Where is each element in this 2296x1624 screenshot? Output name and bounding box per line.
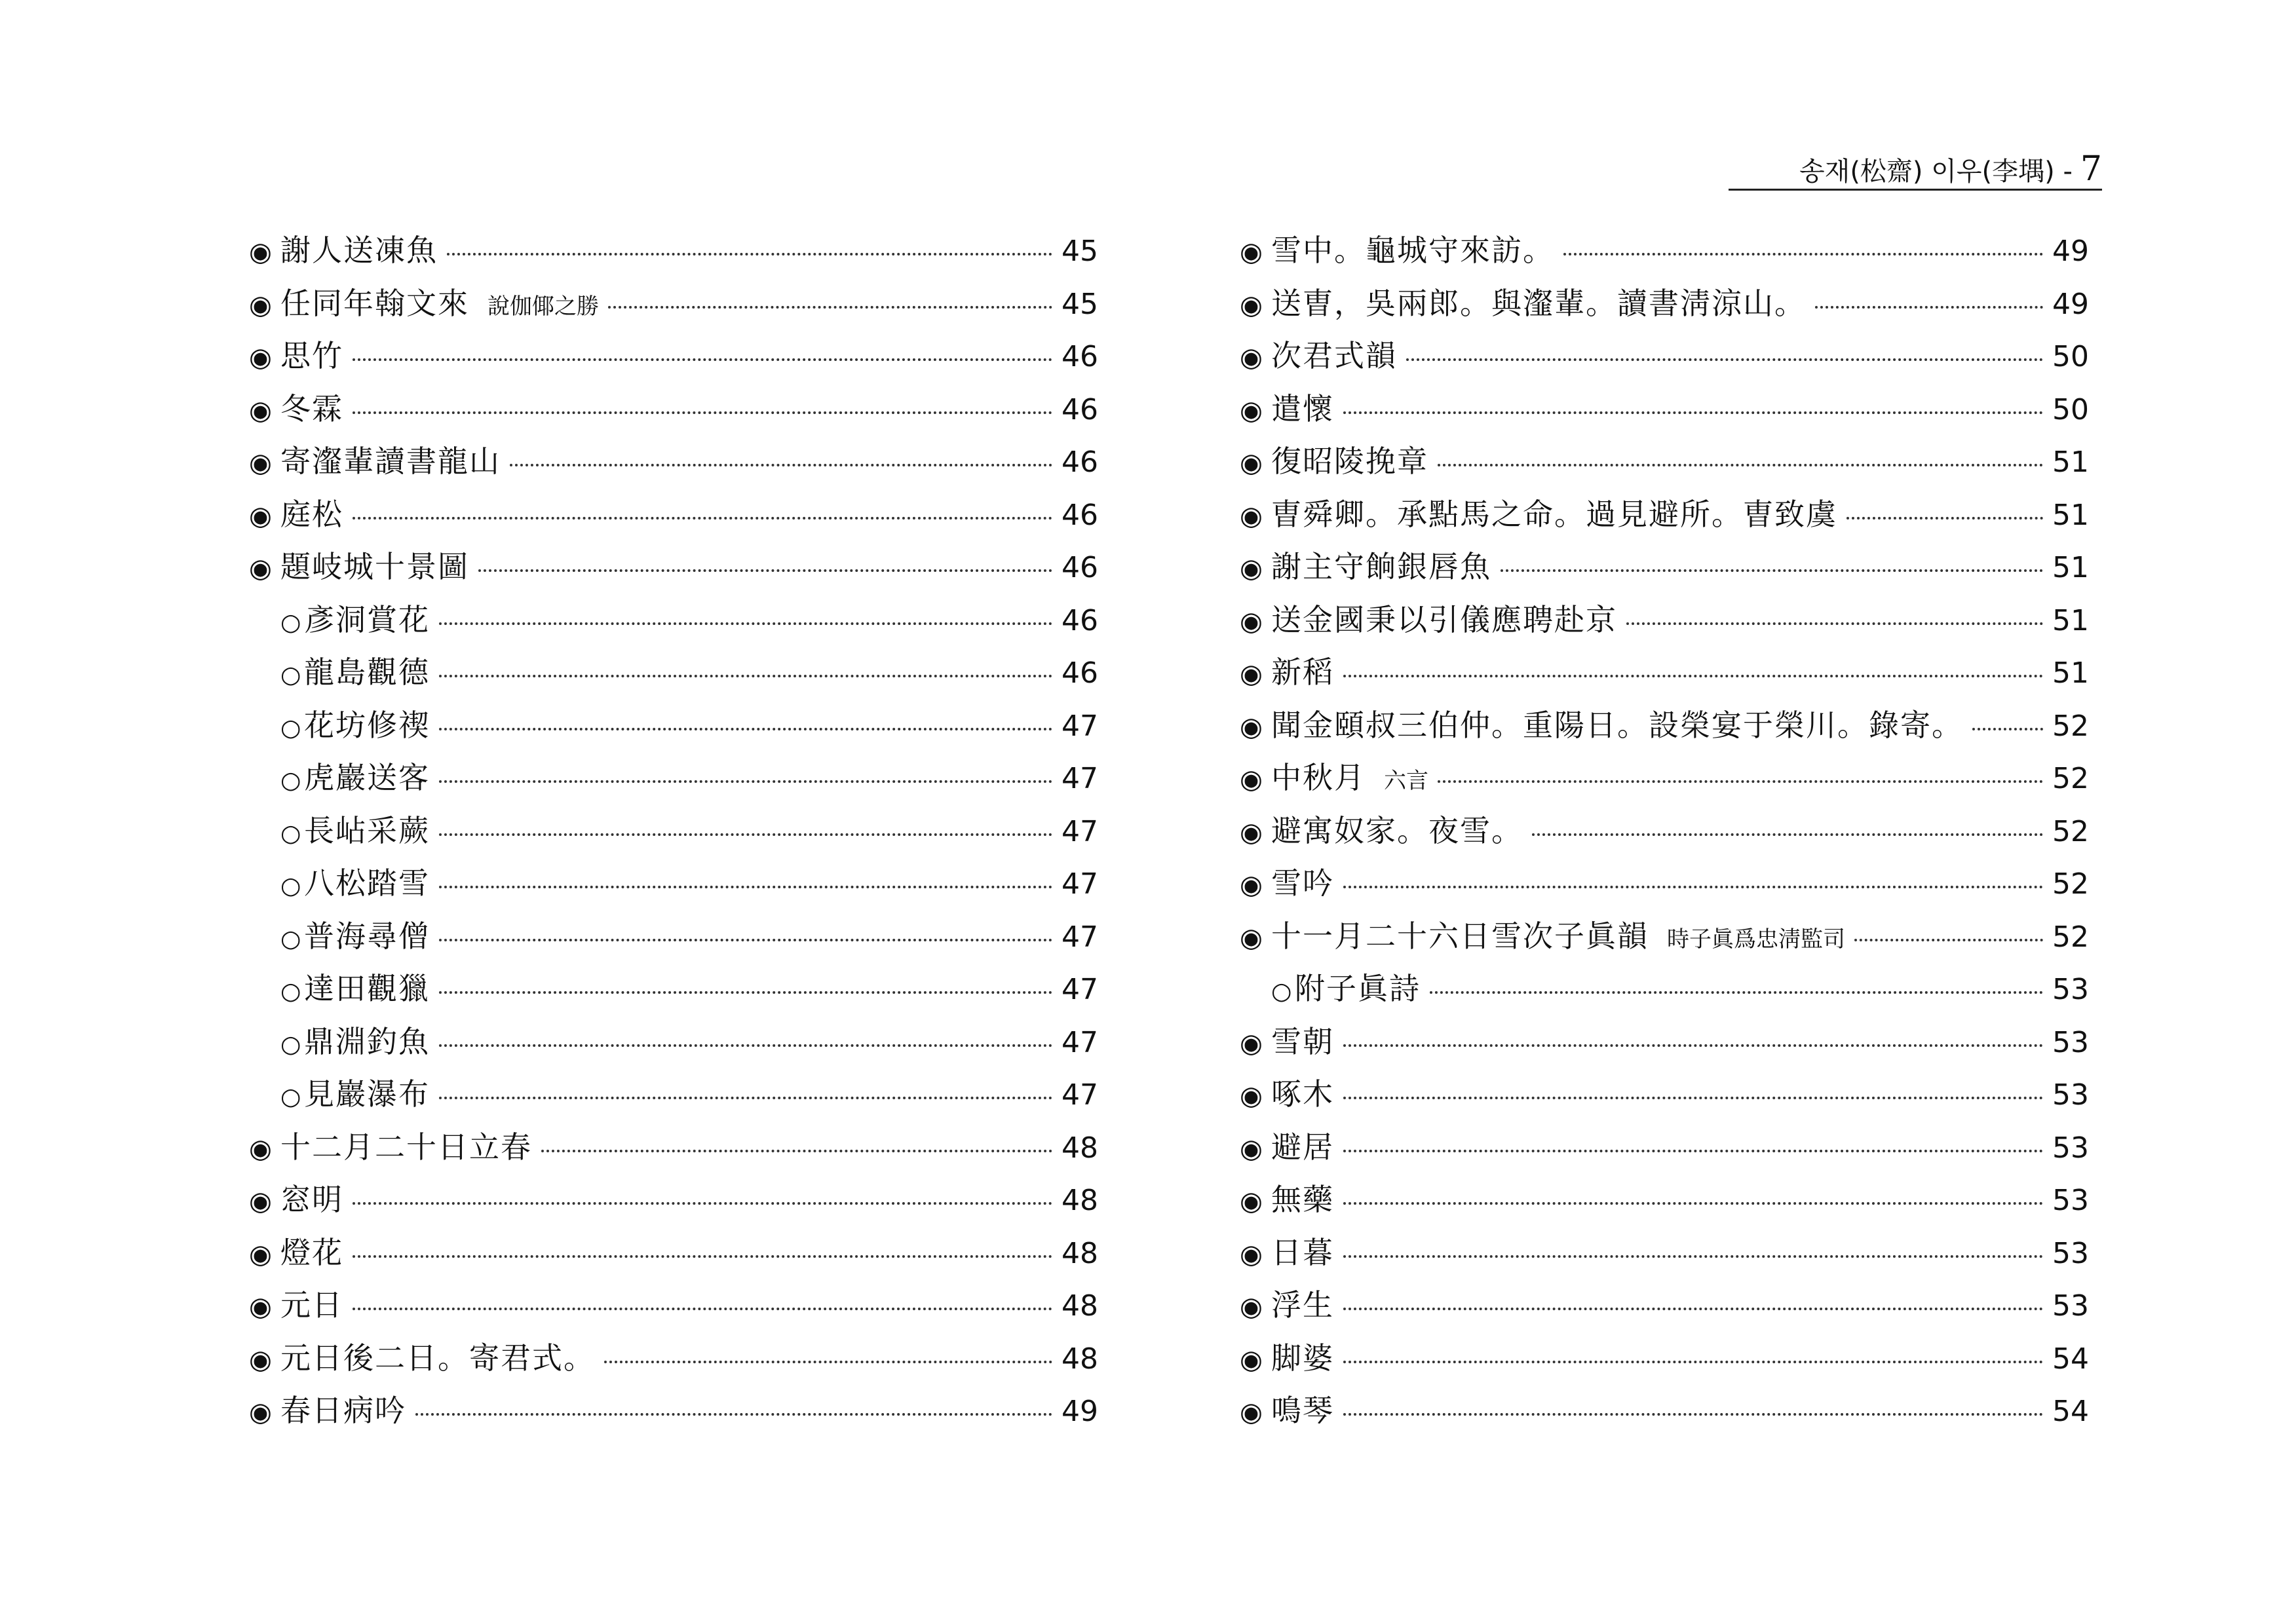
entry-page-number: 47 xyxy=(1062,1025,1098,1059)
bullseye-icon: ◉ xyxy=(1240,922,1263,953)
entry-note: 六言 xyxy=(1384,768,1428,794)
dot-leader xyxy=(1343,1097,2043,1099)
hollow-circle-icon: ○ xyxy=(280,978,301,1005)
entry-title: 避居 xyxy=(1271,1129,1334,1165)
toc-entry xyxy=(1240,594,2089,647)
hollow-circle-icon: ○ xyxy=(280,925,301,953)
entry-title: 鳴琴 xyxy=(1271,1393,1334,1428)
entry-title: 中秋月 xyxy=(1271,760,1366,795)
entry-page-number: 47 xyxy=(1062,973,1098,1006)
toc-entry xyxy=(1240,1332,2089,1385)
bullseye-icon: ◉ xyxy=(1240,237,1263,267)
entry-title: 雪中。龜城守來訪。 xyxy=(1271,233,1554,268)
entry-page-number: 47 xyxy=(1062,709,1098,743)
entry-title: 雪吟 xyxy=(1271,865,1334,901)
dot-leader xyxy=(353,1202,1052,1205)
entry-title: 見巖瀑布 xyxy=(304,1076,430,1112)
toc-entry xyxy=(1240,910,2089,963)
toc-subentry xyxy=(249,594,1098,647)
entry-title: 十一月二十六日雪次子眞韻 xyxy=(1271,918,1649,954)
dot-leader xyxy=(1532,833,2043,836)
entry-title: 啄木 xyxy=(1271,1076,1334,1112)
dot-leader xyxy=(1563,253,2043,255)
entry-page-number: 51 xyxy=(2052,656,2089,690)
toc-subentry xyxy=(249,857,1098,910)
entry-page-number: 48 xyxy=(1062,1342,1098,1376)
bullseye-icon: ◉ xyxy=(1240,765,1263,795)
entry-page-number: 52 xyxy=(2052,920,2089,954)
entry-page-number: 52 xyxy=(2052,867,2089,901)
entry-page-number: 50 xyxy=(2052,392,2089,426)
entry-title: 彥洞賞花 xyxy=(304,601,430,637)
hollow-circle-icon: ○ xyxy=(280,767,301,794)
dot-leader xyxy=(1343,886,2043,888)
bullseye-icon: ◉ xyxy=(249,1344,272,1375)
dot-leader xyxy=(608,306,1052,309)
toc-entry xyxy=(1240,224,2089,277)
entry-page-number: 48 xyxy=(1062,1184,1098,1217)
bullseye-icon: ◉ xyxy=(249,1133,272,1164)
dot-leader xyxy=(439,780,1052,783)
bullseye-icon: ◉ xyxy=(249,1397,272,1427)
entry-title: 元日後二日。寄君式。 xyxy=(280,1340,595,1376)
dot-leader xyxy=(447,253,1052,255)
bullseye-icon: ◉ xyxy=(1240,870,1263,900)
entry-page-number: 54 xyxy=(2052,1395,2089,1428)
toc-subentry xyxy=(249,751,1098,804)
dot-leader xyxy=(439,1097,1052,1099)
dot-leader xyxy=(439,939,1052,941)
bullseye-icon: ◉ xyxy=(1240,554,1263,584)
toc-entry xyxy=(1240,1226,2089,1279)
bullseye-icon: ◉ xyxy=(1240,606,1263,637)
bullseye-icon: ◉ xyxy=(249,1186,272,1217)
entry-title: 題岐城十景圖 xyxy=(280,549,469,584)
dot-leader xyxy=(439,1044,1052,1047)
bullseye-icon: ◉ xyxy=(249,343,272,373)
toc-entry xyxy=(1240,646,2089,699)
entry-title: 新稻 xyxy=(1271,654,1334,690)
hollow-circle-icon: ○ xyxy=(280,714,301,742)
bullseye-icon: ◉ xyxy=(249,290,272,320)
entry-page-number: 45 xyxy=(1062,235,1098,268)
entry-title: 長岾采蕨 xyxy=(304,812,430,848)
bullseye-icon: ◉ xyxy=(249,1239,272,1270)
toc-entry xyxy=(1240,857,2089,910)
entry-page-number: 45 xyxy=(1062,287,1098,321)
entry-title: 送金國秉以引儀應聘赴京 xyxy=(1271,601,1617,637)
entry-page-number: 53 xyxy=(2052,1025,2089,1059)
bullseye-icon: ◉ xyxy=(1240,1133,1263,1164)
bullseye-icon: ◉ xyxy=(249,500,272,531)
entry-title: 浮生 xyxy=(1271,1287,1334,1323)
entry-title: 窓明 xyxy=(280,1182,343,1217)
entry-title: 冬霖 xyxy=(280,390,343,426)
dot-leader xyxy=(510,464,1052,466)
dot-leader xyxy=(1438,464,2043,466)
entry-title: 曺舜卿。承點馬之命。過見避所。曺致虞 xyxy=(1271,496,1837,532)
entry-title: 十二月二十日立春 xyxy=(280,1129,532,1165)
entry-note: 說伽倻之勝 xyxy=(488,293,599,320)
entry-page-number: 47 xyxy=(1062,1078,1098,1112)
entry-title: 謝人送凍魚 xyxy=(280,233,438,268)
entry-page-number: 47 xyxy=(1062,867,1098,901)
toc-entry xyxy=(1240,751,2089,804)
dot-leader xyxy=(1501,569,2043,572)
entry-page-number: 50 xyxy=(2052,340,2089,373)
toc-entry xyxy=(1240,383,2089,436)
dot-leader xyxy=(478,569,1052,572)
toc-subentry xyxy=(1240,962,2089,1015)
toc-entry xyxy=(249,540,1098,594)
toc-entry xyxy=(1240,435,2089,488)
entry-title: 燈花 xyxy=(280,1234,343,1270)
toc-entry xyxy=(1240,488,2089,541)
entry-title: 八松踏雪 xyxy=(304,865,430,901)
entry-page-number: 46 xyxy=(1062,551,1098,584)
dot-leader xyxy=(1430,991,2043,994)
entry-title: 春日病吟 xyxy=(280,1393,406,1428)
toc-entry xyxy=(249,488,1098,541)
toc-entry xyxy=(249,435,1098,488)
toc-entry xyxy=(249,1279,1098,1332)
entry-title: 復昭陵挽章 xyxy=(1271,444,1428,479)
dot-leader xyxy=(1854,939,2043,941)
entry-page-number: 46 xyxy=(1062,392,1098,426)
dot-leader xyxy=(1406,358,2043,361)
entry-page-number: 49 xyxy=(2052,287,2089,321)
entry-title: 聞金頤叔三伯仲。重陽日。設榮宴于榮川。錄寄。 xyxy=(1271,707,1963,743)
entry-page-number: 51 xyxy=(2052,498,2089,532)
toc-subentry xyxy=(249,646,1098,699)
dot-leader xyxy=(541,1150,1052,1152)
entry-page-number: 53 xyxy=(2052,1184,2089,1217)
dot-leader xyxy=(439,833,1052,836)
toc-entry xyxy=(1240,540,2089,594)
dot-leader xyxy=(353,517,1052,519)
dot-leader xyxy=(439,886,1052,888)
entry-page-number: 53 xyxy=(2052,1131,2089,1165)
dot-leader xyxy=(1343,1150,2043,1152)
dot-leader xyxy=(1815,306,2043,309)
entry-note: 時子眞爲忠淸監司 xyxy=(1667,926,1845,953)
entry-page-number: 52 xyxy=(2052,762,2089,795)
dot-leader xyxy=(1972,728,2043,730)
hollow-circle-icon: ○ xyxy=(280,662,301,689)
running-header xyxy=(1799,149,2102,191)
toc-entry xyxy=(1240,277,2089,330)
dot-leader xyxy=(1438,780,2043,783)
entry-title: 附子眞詩 xyxy=(1295,971,1421,1006)
entry-title: 思竹 xyxy=(280,338,343,373)
entry-page-number: 47 xyxy=(1062,920,1098,954)
entry-page-number: 48 xyxy=(1062,1236,1098,1270)
toc-entry xyxy=(1240,1279,2089,1332)
toc-entry xyxy=(249,383,1098,436)
entry-title: 普海尋僧 xyxy=(304,918,430,954)
entry-page-number: 52 xyxy=(2052,709,2089,743)
entry-page-number: 53 xyxy=(2052,1236,2089,1270)
toc-column-right xyxy=(1240,224,2089,1437)
entry-page-number: 49 xyxy=(1062,1395,1098,1428)
toc-entry xyxy=(1240,1121,2089,1174)
entry-title: 脚婆 xyxy=(1271,1340,1334,1376)
bullseye-icon: ◉ xyxy=(1240,343,1263,373)
entry-title: 鼎淵釣魚 xyxy=(304,1023,430,1059)
toc-subentry xyxy=(249,699,1098,752)
dot-leader xyxy=(1343,1308,2043,1310)
entry-page-number: 53 xyxy=(2052,1078,2089,1112)
bullseye-icon: ◉ xyxy=(1240,817,1263,848)
hollow-circle-icon: ○ xyxy=(280,609,301,636)
dot-leader xyxy=(1846,517,2043,519)
dot-leader xyxy=(353,411,1052,414)
dot-leader xyxy=(415,1413,1052,1416)
header-title: 송재(松齋) 이우(李堣) - xyxy=(1799,157,2073,187)
toc-entry xyxy=(249,277,1098,330)
bullseye-icon: ◉ xyxy=(1240,290,1263,320)
bullseye-icon: ◉ xyxy=(1240,1292,1263,1322)
entry-page-number: 48 xyxy=(1062,1131,1098,1165)
dot-leader xyxy=(1343,1202,2043,1205)
hollow-circle-icon: ○ xyxy=(1271,978,1292,1005)
dot-leader xyxy=(353,358,1052,361)
dot-leader xyxy=(353,1255,1052,1258)
bullseye-icon: ◉ xyxy=(1240,659,1263,689)
bullseye-icon: ◉ xyxy=(249,395,272,426)
bullseye-icon: ◉ xyxy=(249,448,272,478)
bullseye-icon: ◉ xyxy=(1240,448,1263,478)
dot-leader xyxy=(439,728,1052,730)
entry-title: 謝主守餉銀唇魚 xyxy=(1271,549,1491,584)
dot-leader xyxy=(1343,675,2043,677)
dot-leader xyxy=(604,1361,1052,1363)
toc-entry xyxy=(249,1173,1098,1226)
toc-subentry xyxy=(249,962,1098,1015)
entry-page-number: 47 xyxy=(1062,762,1098,795)
dot-leader xyxy=(439,675,1052,677)
dot-leader xyxy=(1343,1044,2043,1047)
entry-title: 龍島觀德 xyxy=(304,654,430,690)
bullseye-icon: ◉ xyxy=(1240,1344,1263,1375)
entry-page-number: 49 xyxy=(2052,235,2089,268)
entry-title: 花坊修禊 xyxy=(304,707,430,743)
dot-leader xyxy=(439,622,1052,625)
toc-entry xyxy=(1240,699,2089,752)
toc-entry xyxy=(249,1226,1098,1279)
bullseye-icon: ◉ xyxy=(1240,711,1263,742)
hollow-circle-icon: ○ xyxy=(280,1030,301,1058)
entry-page-number: 46 xyxy=(1062,445,1098,479)
bullseye-icon: ◉ xyxy=(1240,395,1263,426)
bullseye-icon: ◉ xyxy=(1240,1028,1263,1059)
toc-entry xyxy=(249,1121,1098,1174)
hollow-circle-icon: ○ xyxy=(280,1084,301,1110)
entry-title: 次君式韻 xyxy=(1271,338,1397,373)
toc-subentry xyxy=(249,910,1098,963)
bullseye-icon: ◉ xyxy=(249,1292,272,1322)
entry-title: 寄瀣輩讀書龍山 xyxy=(280,444,501,479)
entry-title: 庭松 xyxy=(280,496,343,532)
dot-leader xyxy=(1626,622,2043,625)
entry-title: 遣懷 xyxy=(1271,390,1334,426)
dot-leader xyxy=(1343,411,2043,414)
toc-entry xyxy=(1240,1015,2089,1068)
bullseye-icon: ◉ xyxy=(1240,1397,1263,1427)
entry-title: 達田觀獵 xyxy=(304,971,430,1006)
entry-page-number: 51 xyxy=(2052,551,2089,584)
dot-leader xyxy=(439,991,1052,994)
entry-title: 送曺，吳兩郎。與瀣輩。讀書淸涼山。 xyxy=(1271,285,1806,321)
toc-entry xyxy=(1240,1068,2089,1121)
header-rule xyxy=(1729,189,2102,191)
toc-entry xyxy=(249,1332,1098,1385)
toc-subentry xyxy=(249,1068,1098,1121)
bullseye-icon: ◉ xyxy=(1240,500,1263,531)
hollow-circle-icon: ○ xyxy=(280,873,301,899)
toc-entry xyxy=(1240,1173,2089,1226)
entry-title: 任同年翰文來 xyxy=(280,285,469,321)
entry-page-number: 51 xyxy=(2052,603,2089,637)
dot-leader xyxy=(1343,1255,2043,1258)
dot-leader xyxy=(1343,1413,2043,1416)
entry-title: 雪朝 xyxy=(1271,1023,1334,1059)
page-number: 7 xyxy=(2080,149,2102,189)
entry-page-number: 46 xyxy=(1062,498,1098,532)
dot-leader xyxy=(1343,1361,2043,1363)
entry-page-number: 53 xyxy=(2052,1289,2089,1323)
entry-title: 避寓奴家。夜雪。 xyxy=(1271,812,1523,848)
entry-page-number: 48 xyxy=(1062,1289,1098,1323)
toc-column-left xyxy=(249,224,1098,1437)
bullseye-icon: ◉ xyxy=(1240,1081,1263,1111)
entry-title: 虎巖送客 xyxy=(304,760,430,795)
entry-title: 日暮 xyxy=(1271,1234,1334,1270)
toc-entry xyxy=(1240,804,2089,858)
toc-entry xyxy=(249,330,1098,383)
toc-entry xyxy=(249,1384,1098,1437)
entry-page-number: 46 xyxy=(1062,340,1098,373)
toc-subentry xyxy=(249,1015,1098,1068)
toc-subentry xyxy=(249,804,1098,858)
bullseye-icon: ◉ xyxy=(249,554,272,584)
entry-page-number: 51 xyxy=(2052,445,2089,479)
dot-leader xyxy=(353,1308,1052,1310)
entry-page-number: 52 xyxy=(2052,814,2089,848)
toc-entry xyxy=(1240,1384,2089,1437)
bullseye-icon: ◉ xyxy=(1240,1186,1263,1217)
hollow-circle-icon: ○ xyxy=(280,820,301,847)
entry-page-number: 53 xyxy=(2052,973,2089,1006)
entry-page-number: 46 xyxy=(1062,603,1098,637)
bullseye-icon: ◉ xyxy=(1240,1239,1263,1270)
toc-entry xyxy=(1240,330,2089,383)
entry-title: 無藥 xyxy=(1271,1182,1334,1217)
entry-page-number: 54 xyxy=(2052,1342,2089,1376)
entry-title: 元日 xyxy=(280,1287,343,1323)
entry-page-number: 47 xyxy=(1062,814,1098,848)
toc-entry xyxy=(249,224,1098,277)
entry-page-number: 46 xyxy=(1062,656,1098,690)
bullseye-icon: ◉ xyxy=(249,237,272,267)
